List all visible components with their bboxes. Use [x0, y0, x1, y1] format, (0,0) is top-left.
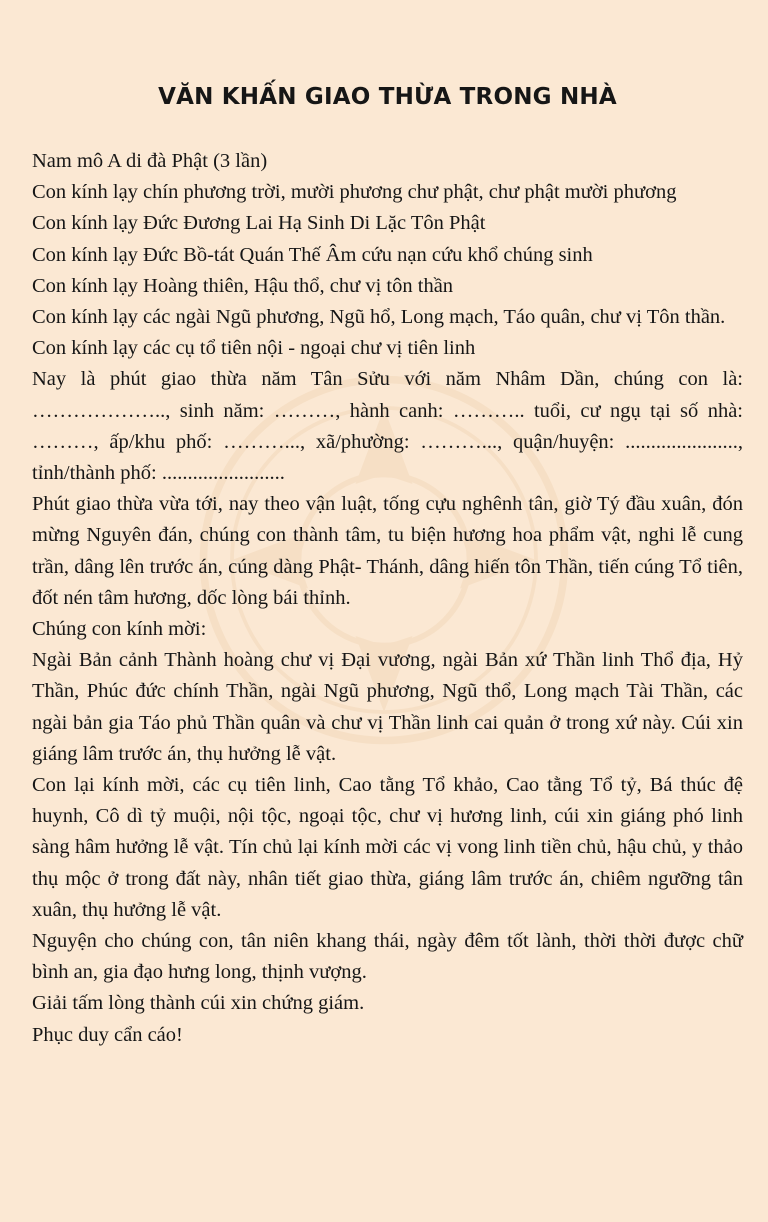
paragraph-worship-ancestors: Con kính lạy các cụ tổ tiên nội - ngoại chư vị tiên linh	[32, 337, 476, 360]
prayer-body	[32, 146, 743, 1051]
paragraph-invocation: Nam mô A di đà Phật (3 lần)	[32, 150, 268, 172]
paragraph-closing: Phục duy cẩn cáo!	[32, 1023, 183, 1046]
document-title: VĂN KHẤN GIAO THỪA TRONG NHÀ	[158, 84, 617, 110]
paragraph-worship-heaven-earth: Con kính lạy Hoàng thiên, Hậu thổ, chư vị tôn thần	[32, 274, 454, 297]
paragraph-worship-deities: Con kính lạy các ngài Ngũ phương, Ngũ hổ, Long mạch, Táo quân, chư vị Tôn thần.	[32, 306, 726, 329]
paragraph-worship-maitreya: Con kính lạy Đức Đương Lai Hạ Sinh Di Lặc Tôn Phật	[32, 212, 486, 235]
paragraph-plea: Giải tấm lòng thành cúi xin chứng giám.	[32, 992, 365, 1015]
paragraph-invitation-heading: Chúng con kính mời:	[32, 618, 207, 641]
paragraph-worship-buddhas: Con kính lạy chín phương trời, mười phương chư phật, chư phật mười phương	[32, 181, 677, 204]
paragraph-worship-avalokitesvara: Con kính lạy Đức Bồ-tát Quán Thế Âm cứu nạn cứu khổ chúng sinh	[32, 243, 593, 266]
paragraph-wish: Nguyện cho chúng con, tân niên khang thái, ngày đêm tốt lành, thời thời được chữ bình an, gia đạo hưng long, thịnh vượng.	[32, 930, 743, 984]
paragraph-invite-ancestors: Con lại kính mời, các cụ tiên linh, Cao tằng Tổ khảo, Cao tằng Tổ tỷ, Bá thúc đệ huynh, Cô dì tỷ muội, nội tộc, ngoại tộc, chư vị hương linh, cúi xin giáng phó linh sàng hâm hưởng lễ vật. Tín chủ lại kính mời các vị vong linh tiền chủ, hậu chủ, y thảo thụ mộc ở trong đất này, nhân tiết giao thừa, giáng lâm trước án, chiêm ngưỡng tân xuân, thụ hưởng lễ vật.	[32, 774, 743, 921]
prayer-document	[32, 78, 743, 1051]
paragraph-invite-deities: Ngài Bản cảnh Thành hoàng chư vị Đại vương, ngài Bản xứ Thần linh Thổ địa, Hỷ Thần, Phúc đức chính Thần, ngài Ngũ phương, Ngũ thổ, Long mạch Tài Thần, các ngài bản gia Táo phủ Thần quân và chư vị Thần linh cai quản ở trong xứ này. Cúi xin giáng lâm trước án, thụ hưởng lễ vật.	[32, 649, 743, 765]
paragraph-offering: Phút giao thừa vừa tới, nay theo vận luật, tống cựu nghênh tân, giờ Tý đầu xuân, đón mừng Nguyên đán, chúng con thành tâm, tu biện hương hoa phẩm vật, nghi lễ cung trần, dâng lên trước án, cúng dàng Phật- Thánh, dâng hiến tôn Thần, tiến cúng Tổ tiên, đốt nén tâm hương, dốc lòng bái thỉnh.	[32, 493, 743, 609]
paragraph-declaration: Nay là phút giao thừa năm Tân Sửu với năm Nhâm Dần, chúng con là: ……………….., sinh năm: ………, hành canh: ……….. tuổi, cư ngụ tại số nhà: ………, ấp/khu phố: ………..., xã/phường: ………..., quận/huyện: ......................, tỉnh/thành phố: ........................	[32, 368, 743, 485]
